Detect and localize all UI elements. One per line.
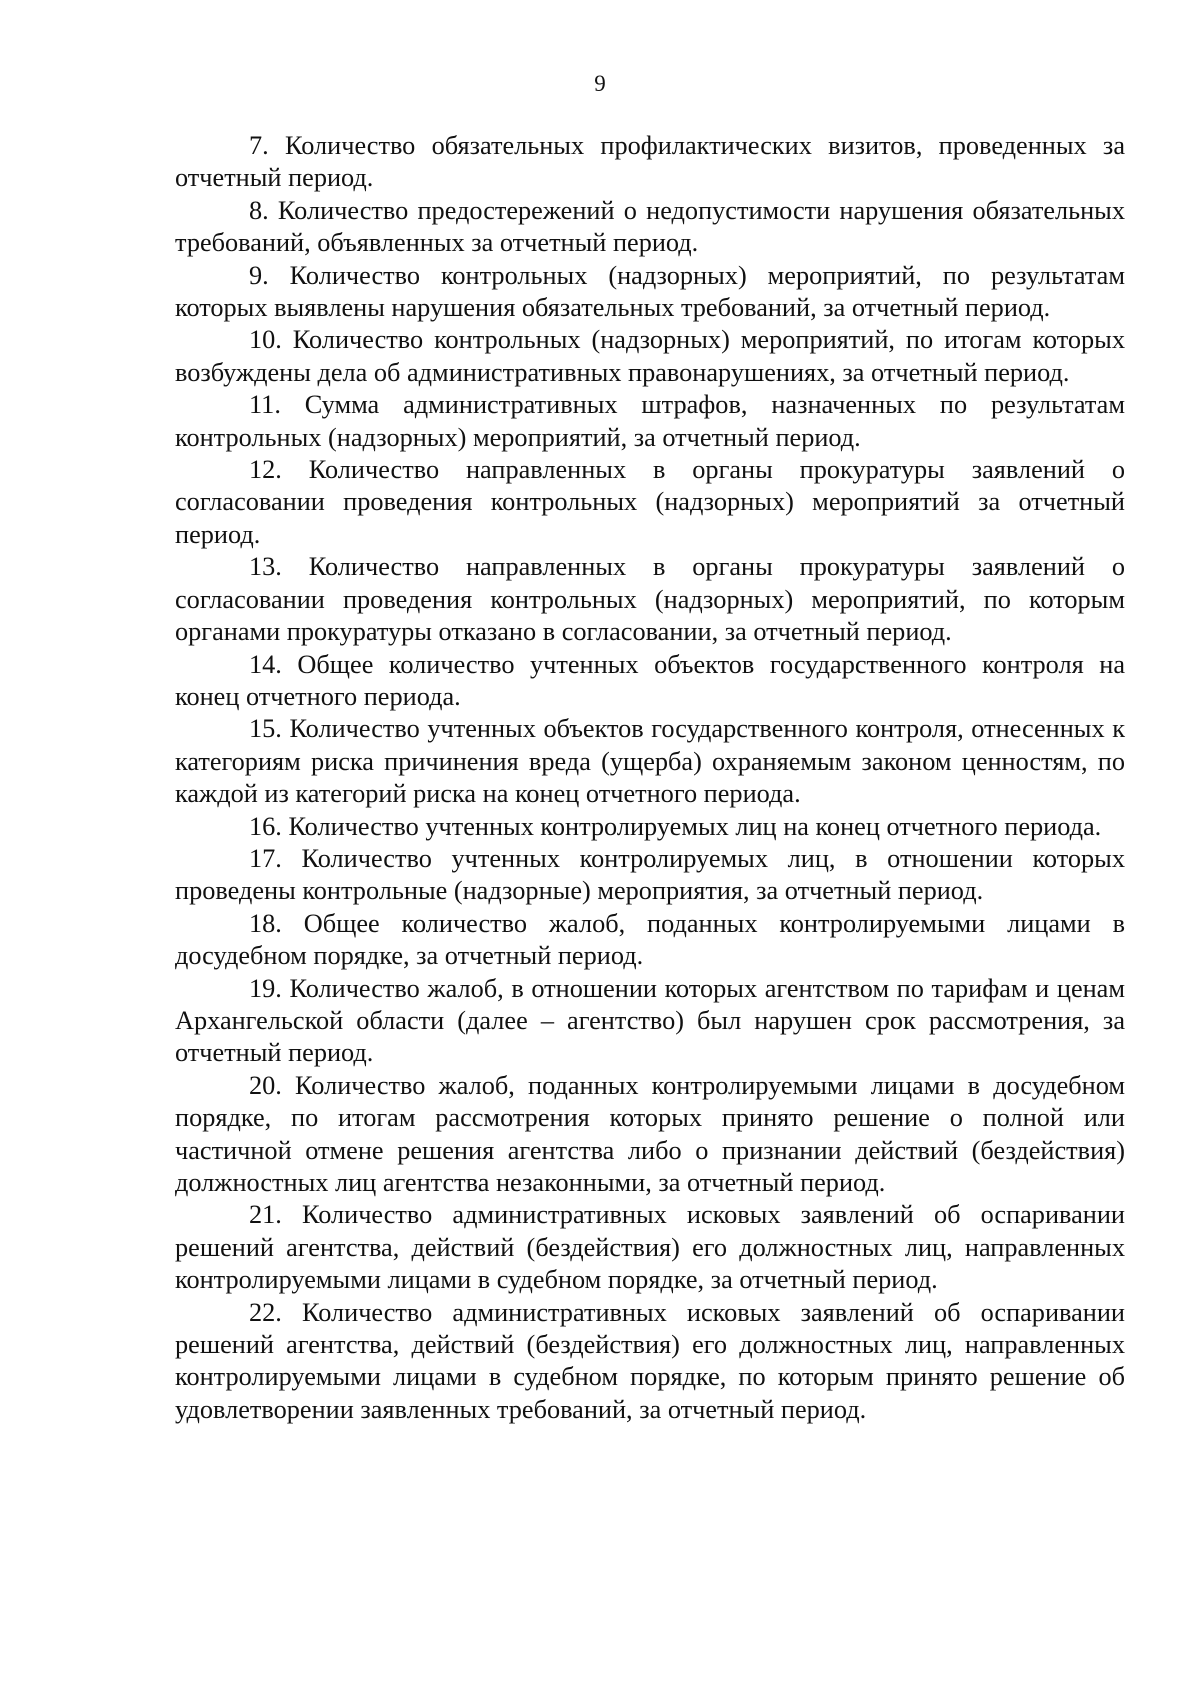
paragraph-item-15: 15. Количество учтенных объектов государственного контроля, отнесенных к категориям риска причинения вреда (ущерба) охраняемым законом ценностям, по каждой из категорий риска на конец отчетного периода. [175,714,1125,809]
paragraph-item-7: 7. Количество обязательных профилактических визитов, проведенных за отчетный период. [175,131,1125,193]
paragraph-item-10: 10. Количество контрольных (надзорных) мероприятий, по итогам которых возбуждены дела об административных правонарушениях, за отчетный период. [175,325,1125,387]
paragraph-item-18: 18. Общее количество жалоб, поданных контролируемыми лицами в досудебном порядке, за отчетный период. [175,908,1125,971]
paragraph-item-19: 19. Количество жалоб, в отношении которых агентством по тарифам и ценам Архангельской области (далее – агентство) был нарушен срок рассмотрения, за отчетный период. [175,973,1125,1068]
paragraph-item-20: 20. Количество жалоб, поданных контролируемыми лицами в досудебном порядке, по итогам рассмотрения которых принято решение о полной или частичной отмене решения агентства либо о признании действий (бездействия) должностных лиц агентства незаконными, за отчетный период. [175,1070,1125,1197]
page-number: 9 [594,71,606,96]
paragraph-item-9: 9. Количество контрольных (надзорных) мероприятий, по результатам которых выявлены нарушения обязательных требований, за отчетный период. [175,260,1125,323]
paragraph-item-13: 13. Количество направленных в органы прокуратуры заявлений о согласовании проведения контрольных (надзорных) мероприятий, по которым органами прокуратуры отказано в согласовании, за отчетный период. [175,552,1125,647]
paragraph-item-22: 22. Количество административных исковых заявлений об оспаривании решений агентства, действий (бездействия) его должностных лиц, направленных контролируемыми лицами в судебном порядке, по которым принято решение об удовлетворении заявленных требований, за отчетный период. [175,1297,1125,1424]
paragraph-item-17: 17. Количество учтенных контролируемых лиц, в отношении которых проведены контрольные (надзорные) мероприятия, за отчетный период. [175,843,1125,906]
paragraph-item-8: 8. Количество предостережений о недопустимости нарушения обязательных требований, объявленных за отчетный период. [175,195,1125,258]
paragraph-item-12: 12. Количество направленных в органы прокуратуры заявлений о согласовании проведения контрольных (надзорных) мероприятий за отчетный период. [175,455,1125,549]
paragraph-item-21: 21. Количество административных исковых заявлений об оспаривании решений агентства, действий (бездействия) его должностных лиц, направленных контролируемыми лицами в судебном порядке, за отчетный период. [175,1200,1125,1295]
document-body [175,130,1125,1426]
paragraph-item-14: 14. Общее количество учтенных объектов государственного контроля на конец отчетного периода. [175,649,1125,711]
paragraph-item-16: 16. Количество учтенных контролируемых лиц на конец отчетного периода. [249,811,1102,841]
paragraph-item-11: 11. Сумма административных штрафов, назначенных по результатам контрольных (надзорных) мероприятий, за отчетный период. [175,390,1125,452]
